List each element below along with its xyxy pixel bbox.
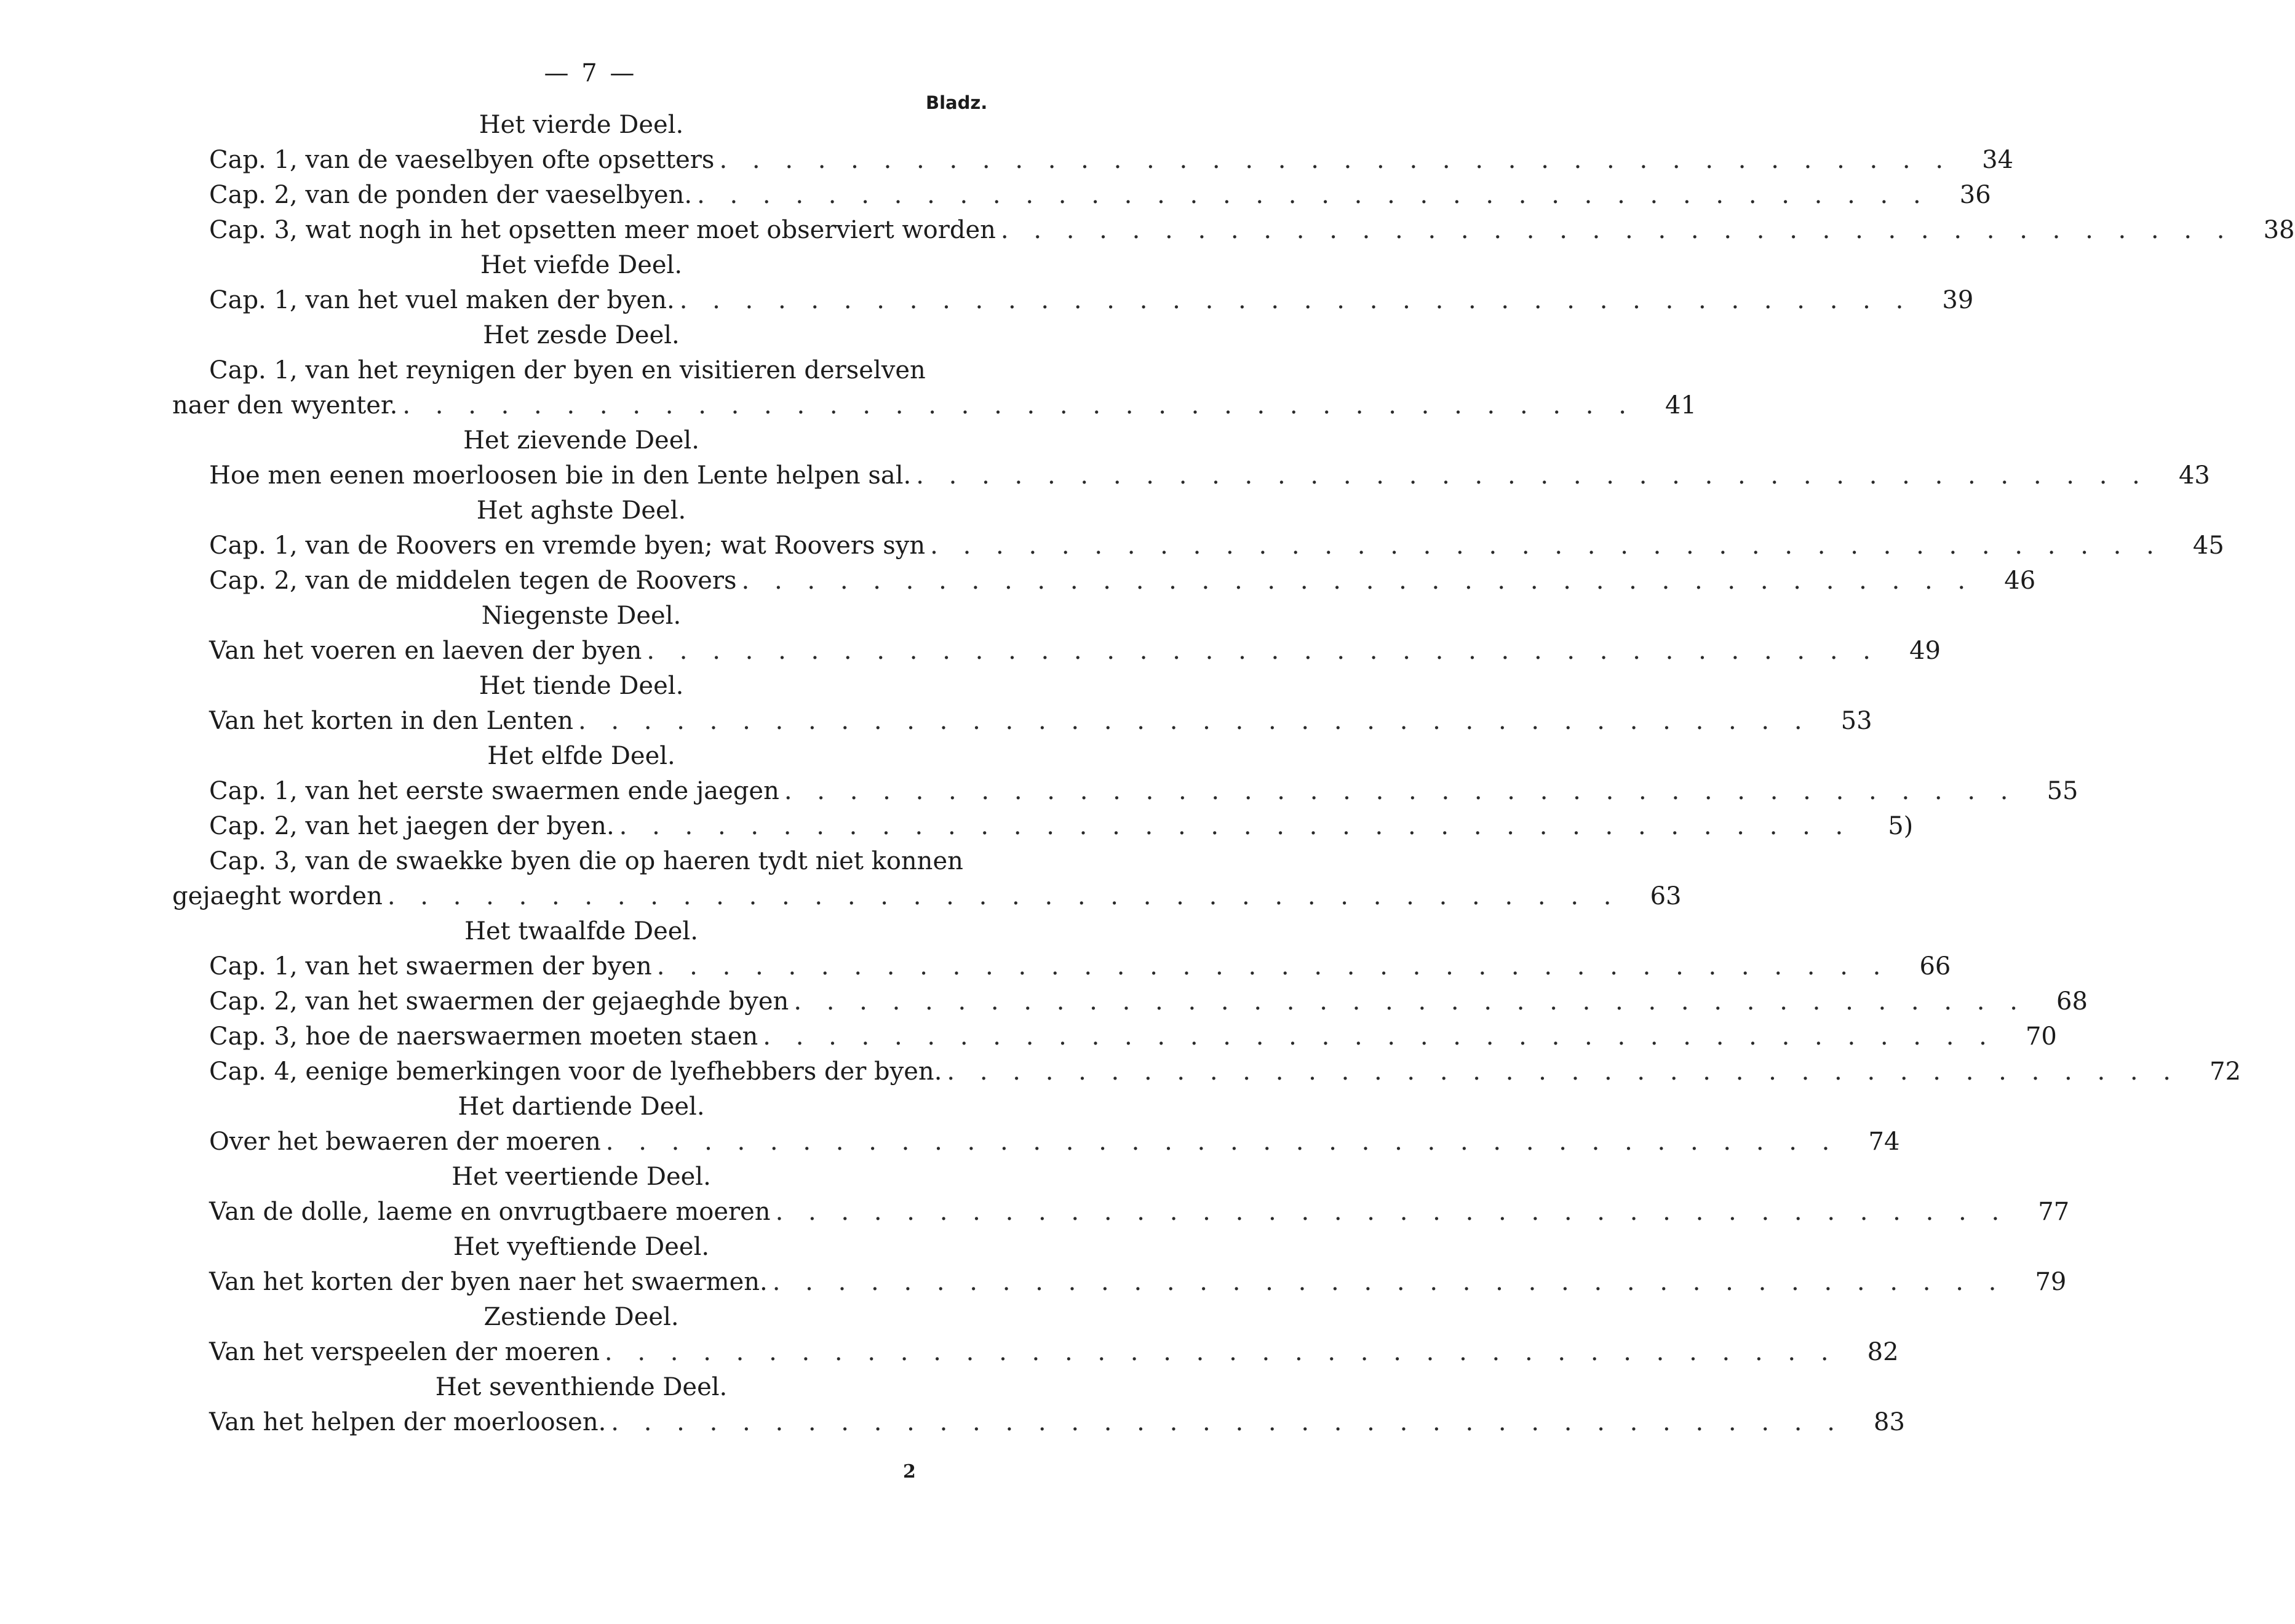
dot-leader: . . . . . . . . . . . . . . . . . . . . . . . . . . . . . . . . . . . . . . [916, 461, 2149, 490]
section-heading: Het seventhiende Deel. [435, 1373, 728, 1401]
dot-leader: . . . . . . . . . . . . . . . . . . . . . . . . . . . . . . . . . . . . . . [578, 707, 1811, 735]
entry-page-number: 39 [1942, 286, 1974, 314]
entry-page-number: 63 [1650, 882, 1682, 910]
entry-page-number: 79 [2035, 1268, 2067, 1296]
section-heading: Het elfde Deel. [487, 742, 675, 770]
entry-title: gejaeght worden [172, 882, 383, 910]
toc-entry [172, 774, 2078, 809]
section-heading: Het aghste Deel. [476, 496, 686, 525]
toc-entry [172, 844, 990, 879]
toc-entry [172, 1335, 1899, 1370]
dot-leader: . . . . . . . . . . . . . . . . . . . . . . . . . . . . . . . . . . . . . . [611, 1408, 1844, 1436]
toc-entry [172, 1054, 2241, 1089]
toc-entry [172, 283, 1974, 318]
dot-leader: . . . . . . . . . . . . . . . . . . . . . . . . . . . . . . . . . . . . . . [619, 812, 1852, 840]
section-heading: Zestiende Deel. [483, 1303, 679, 1331]
entry-title: naer den wyenter. [172, 391, 398, 420]
entry-title: Cap. 2, van de middelen tegen de Roovers [209, 567, 737, 595]
entry-title: Cap. 1, van het swaermen der byen [209, 952, 652, 981]
entry-page-number: 74 [1868, 1128, 1900, 1156]
entry-title: Van het verspeelen der moeren [209, 1338, 600, 1366]
entry-page-number: 36 [1959, 181, 1991, 209]
section-heading: Het vierde Deel. [479, 111, 684, 139]
entry-title: Cap. 2, van het jaegen der byen. [209, 812, 615, 840]
entry-title: Cap. 3, wat nogh in het opsetten meer moet observiert worden [209, 216, 996, 244]
toc-entry [172, 528, 2224, 563]
entry-page-number: 66 [1919, 952, 1951, 981]
section-heading: Het dartiende Deel. [458, 1093, 705, 1121]
entry-page-number: 68 [2056, 987, 2088, 1016]
toc-entry [172, 1265, 2067, 1300]
entry-title: Cap. 3, van de swaekke byen die op haeren tydt niet konnen [209, 847, 963, 875]
dot-leader: . . . . . . . . . . . . . . . . . . . . . . . . . . . . . . . . . . . . . . [741, 567, 1975, 595]
entry-title: Van het korten der byen naer het swaermen. [209, 1268, 768, 1296]
toc-entry-continuation [172, 879, 1682, 914]
entry-title: Cap. 4, eenige bemerkingen voor de lyefhebbers der byen. [209, 1057, 942, 1086]
entry-title: Cap. 3, hoe de naerswaermen moeten staen [209, 1022, 758, 1051]
dot-leader: . . . . . . . . . . . . . . . . . . . . . . . . . . . . . . . . . . . . . . [772, 1268, 2005, 1296]
toc-entry [172, 1019, 2057, 1054]
table-of-contents [172, 108, 2295, 1440]
section-heading: Niegenste Deel. [481, 602, 682, 630]
section-heading: Het zesde Deel. [483, 321, 680, 349]
toc-entry-continuation [172, 388, 1696, 423]
entry-title: Van de dolle, laeme en onvrugtbaere moeren [209, 1198, 771, 1226]
toc-entry [172, 458, 2210, 493]
column-label-bladz: Bladz. [926, 92, 988, 113]
entry-page-number: 38 [2263, 216, 2295, 244]
entry-page-number: 70 [2025, 1022, 2057, 1051]
section-heading: Het viefde Deel. [480, 251, 683, 279]
toc-entry [172, 353, 990, 388]
dot-leader: . . . . . . . . . . . . . . . . . . . . . . . . . . . . . . . . . . . . . . [763, 1022, 1995, 1051]
section-heading: Het zievende Deel. [463, 426, 699, 455]
toc-entry [172, 634, 1941, 669]
page-number: — 7 — [544, 59, 637, 87]
dot-leader: . . . . . . . . . . . . . . . . . . . . . . . . . . . . . . . . . . . . . . [947, 1057, 2180, 1086]
entry-title: Hoe men eenen moerloosen bie in den Lente helpen sal. [209, 461, 912, 490]
entry-page-number: 46 [2004, 567, 2036, 595]
toc-entry [172, 809, 1914, 844]
entry-page-number: 53 [1840, 707, 1872, 735]
entry-title: Cap. 1, van het reynigen der byen en visitieren derselven [209, 356, 926, 384]
entry-page-number: 83 [1874, 1408, 1905, 1436]
entry-page-number: 41 [1665, 391, 1696, 420]
section-heading: Het vyeftiende Deel. [453, 1233, 710, 1261]
entry-title: Van het voeren en laeven der byen [209, 637, 642, 665]
entry-page-number: 45 [2192, 531, 2224, 560]
signature-mark: 2 [903, 1461, 916, 1483]
dot-leader: . . . . . . . . . . . . . . . . . . . . . . . . . . . . . . . . . . . . . . [605, 1128, 1839, 1156]
entry-page-number: 34 [1982, 146, 2014, 174]
dot-leader: . . . . . . . . . . . . . . . . . . . . . . . . . . . . . . . . . . . . . . [794, 987, 2026, 1016]
dot-leader: . . . . . . . . . . . . . . . . . . . . . . . . . . . . . . . . . . . . . . [697, 181, 1930, 209]
entry-title: Cap. 1, van de Roovers en vremde byen; wat Roovers syn [209, 531, 926, 560]
dot-leader: . . . . . . . . . . . . . . . . . . . . . . . . . . . . . . . . . . . . . . [604, 1338, 1837, 1366]
dot-leader: . . . . . . . . . . . . . . . . . . . . . . . . . . . . . . . . . . . . . . [775, 1198, 2008, 1226]
entry-page-number: 72 [2209, 1057, 2241, 1086]
entry-title: Over het bewaeren der moeren [209, 1128, 601, 1156]
section-heading: Het twaalfde Deel. [464, 917, 698, 945]
toc-entry [172, 1405, 1905, 1440]
entry-title: Cap. 2, van het swaermen der gejaeghde byen [209, 987, 789, 1016]
toc-entry [172, 949, 1951, 984]
entry-title: Cap. 2, van de ponden der vaeselbyen. [209, 181, 693, 209]
dot-leader: . . . . . . . . . . . . . . . . . . . . . . . . . . . . . . . . . . . . . . [719, 146, 1952, 174]
toc-entry [172, 563, 2036, 599]
toc-entry [172, 213, 2295, 248]
entry-title: Van het helpen der moerloosen. [209, 1408, 607, 1436]
dot-leader: . . . . . . . . . . . . . . . . . . . . . . . . . . . . . . . . . . . . . . [930, 531, 2163, 560]
entry-page-number: 49 [1909, 637, 1941, 665]
entry-page-number: 5) [1888, 812, 1914, 840]
entry-page-number: 77 [2038, 1198, 2070, 1226]
section-heading: Het veertiende Deel. [451, 1163, 711, 1191]
dot-leader: . . . . . . . . . . . . . . . . . . . . . . . . . . . . . . . . . . . . . . [679, 286, 1912, 314]
dot-leader: . . . . . . . . . . . . . . . . . . . . . . . . . . . . . . . . . . . . . . [646, 637, 1879, 665]
entry-page-number: 82 [1867, 1338, 1899, 1366]
entry-title: Cap. 1, van het vuel maken der byen. [209, 286, 675, 314]
toc-entry [172, 1124, 1900, 1160]
toc-entry [172, 1195, 2070, 1230]
toc-entry [172, 984, 2088, 1019]
entry-title: Van het korten in den Lenten [209, 707, 573, 735]
dot-leader: . . . . . . . . . . . . . . . . . . . . . . . . . . . . . . . . . . . . . . [784, 777, 2017, 805]
toc-entry [172, 143, 2014, 178]
dot-leader: . . . . . . . . . . . . . . . . . . . . . . . . . . . . . . . . . . . . . . [1000, 216, 2233, 244]
dot-leader: . . . . . . . . . . . . . . . . . . . . . . . . . . . . . . . . . . . . . . [402, 391, 1635, 420]
entry-page-number: 43 [2178, 461, 2210, 490]
toc-entry [172, 178, 1991, 213]
entry-title: Cap. 1, van de vaeselbyen ofte opsetters [209, 146, 715, 174]
dot-leader: . . . . . . . . . . . . . . . . . . . . . . . . . . . . . . . . . . . . . . [656, 952, 1890, 981]
dot-leader: . . . . . . . . . . . . . . . . . . . . . . . . . . . . . . . . . . . . . . [387, 882, 1620, 910]
section-heading: Het tiende Deel. [479, 672, 684, 700]
entry-title: Cap. 1, van het eerste swaermen ende jaegen [209, 777, 779, 805]
entry-page-number: 55 [2046, 777, 2078, 805]
toc-entry [172, 704, 1872, 739]
